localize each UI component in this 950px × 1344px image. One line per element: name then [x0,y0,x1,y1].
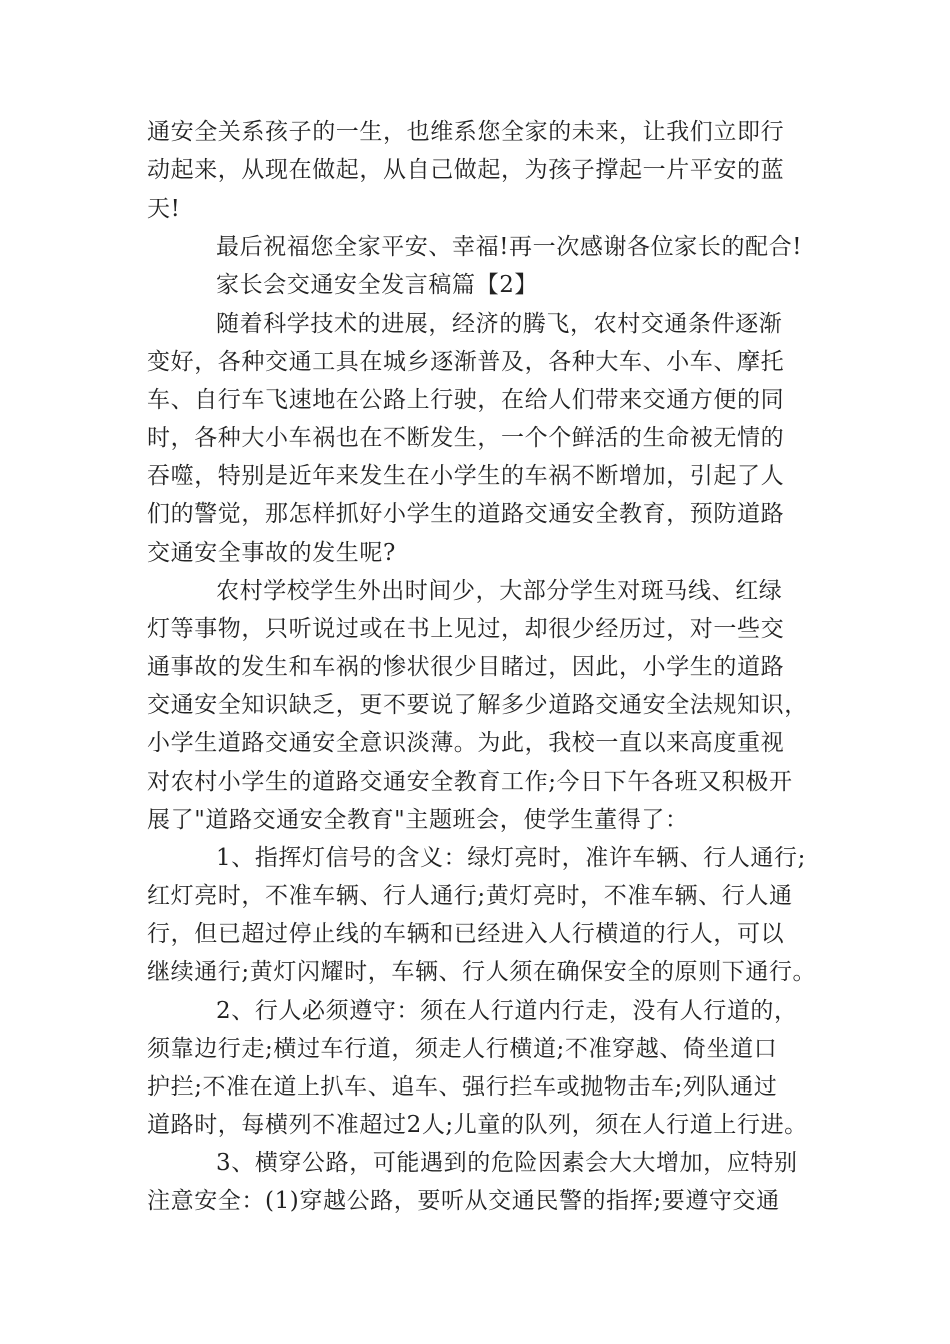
text-line: 小学生道路交通安全意识淡薄。为此，我校一直以来高度重视 [147,730,785,756]
text-line: 道路时，每横列不准超过2人;儿童的队列，须在人行道上行进。 [147,1112,808,1138]
text-line: 须靠边行走;横过车行道，须走人行横道;不准穿越、倚坐道口 [147,1036,778,1062]
text-line: 吞噬，特别是近年来发生在小学生的车祸不断增加，引起了人 [147,463,785,489]
text-line: 变好，各种交通工具在城乡逐渐普及，各种大车、小车、摩托 [147,349,785,375]
text-line: 红灯亮时，不准车辆、行人通行;黄灯亮时，不准车辆、行人通 [147,883,793,909]
text-line: 3、横穿公路，可能遇到的危险因素会大大增加，应特别 [216,1150,798,1176]
text-line: 对农村小学生的道路交通安全教育工作;今日下午各班又积极开 [147,769,793,795]
text-line: 继续通行;黄灯闪耀时，车辆、行人须在确保安全的原则下通行。 [147,959,817,985]
text-line: 交通安全知识缺乏，更不要说了解多少道路交通安全法规知识， [147,692,808,718]
text-line: 随着科学技术的进展，经济的腾飞，农村交通条件逐渐 [216,311,783,337]
text-line: 灯等事物，只听说过或在书上见过，却很少经历过，对一些交 [147,616,785,642]
section-heading: 家长会交通安全发言稿篇【2】 [216,272,539,298]
text-line: 动起来，从现在做起，从自己做起，为孩子撑起一片平安的蓝 [147,157,785,183]
text-line: 展了"道路交通安全教育"主题班会，使学生董得了： [147,807,689,833]
text-line: 通事故的发生和车祸的惨状很少目睹过，因此，小学生的道路 [147,654,785,680]
text-line: 们的警觉，那怎样抓好小学生的道路交通安全教育，预防道路 [147,501,785,527]
text-line: 护拦;不准在道上扒车、追车、强行拦车或抛物击车;列队通过 [147,1074,778,1100]
text-line: 天! [147,196,181,222]
text-line: 通安全关系孩子的一生，也维系您全家的未来，让我们立即行 [147,119,785,145]
text-line: 注意安全：(1)穿越公路，要听从交通民警的指挥;要遵守交通 [147,1188,780,1214]
text-line: 2、行人必须遵守：须在人行道内行走，没有人行道的， [216,998,798,1024]
text-line: 农村学校学生外出时间少，大部分学生对斑马线、红绿 [216,578,783,604]
text-line: 交通安全事故的发生呢? [147,540,396,566]
text-line: 最后祝福您全家平安、幸福!再一次感谢各位家长的配合! [216,234,803,260]
text-line: 1、指挥灯信号的含义：绿灯亮时，准许车辆、行人通行; [216,845,806,871]
text-line: 车、自行车飞速地在公路上行驶，在给人们带来交通方便的同 [147,387,785,413]
text-line: 时，各种大小车祸也在不断发生，一个个鲜活的生命被无情的 [147,425,785,451]
text-line: 行，但已超过停止线的车辆和已经进入人行横道的行人，可以 [147,921,785,947]
